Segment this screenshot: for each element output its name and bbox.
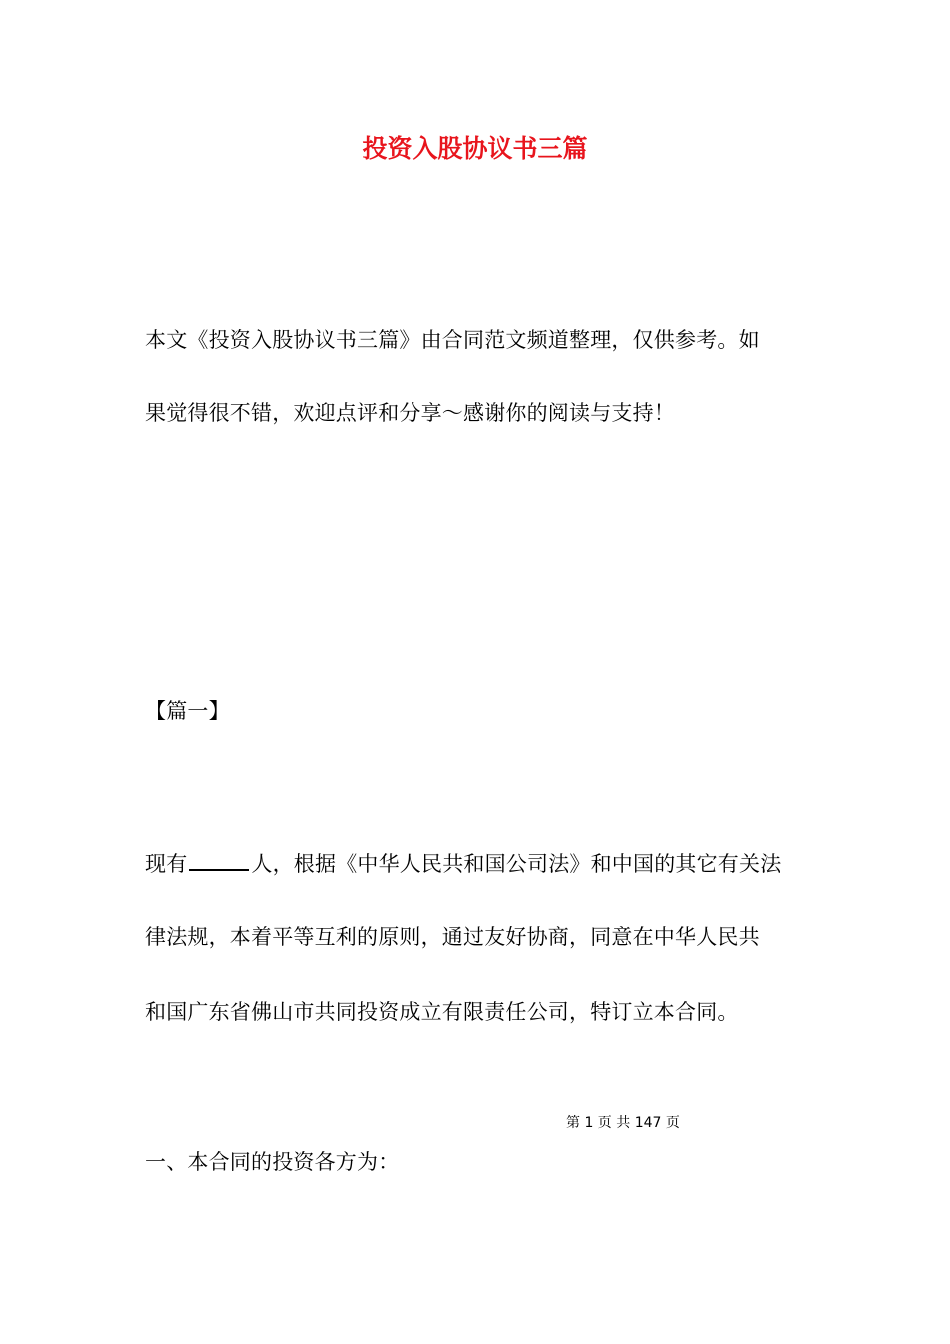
- intro-line-1: 本文《投资入股协议书三篇》由合同范文频道整理，仅供参考。如: [145, 328, 760, 352]
- page-number-footer: 第 1 页 共 147 页: [566, 1115, 680, 1131]
- paragraph-line-3: 和国广东省佛山市共同投资成立有限责任公司，特订立本合同。: [145, 1000, 739, 1024]
- document-title: 投资入股协议书三篇: [362, 134, 588, 163]
- paragraph-line-1-end: 人，根据《中华人民共和国公司法》和中国的其它有关法: [251, 852, 782, 876]
- paragraph-line-1: [145, 847, 781, 879]
- paragraph-line-2: 律法规，本着平等互利的原则，通过友好协商，同意在中华人民共: [145, 925, 760, 949]
- clause-heading-1: 一、本合同的投资各方为：: [145, 1150, 400, 1174]
- intro-line-2: 果觉得很不错，欢迎点评和分享～感谢你的阅读与支持！: [145, 401, 675, 425]
- section-heading: 【篇一】: [145, 699, 230, 723]
- fill-in-blank: [189, 847, 249, 871]
- paragraph-line-1-start: 现有: [145, 852, 188, 876]
